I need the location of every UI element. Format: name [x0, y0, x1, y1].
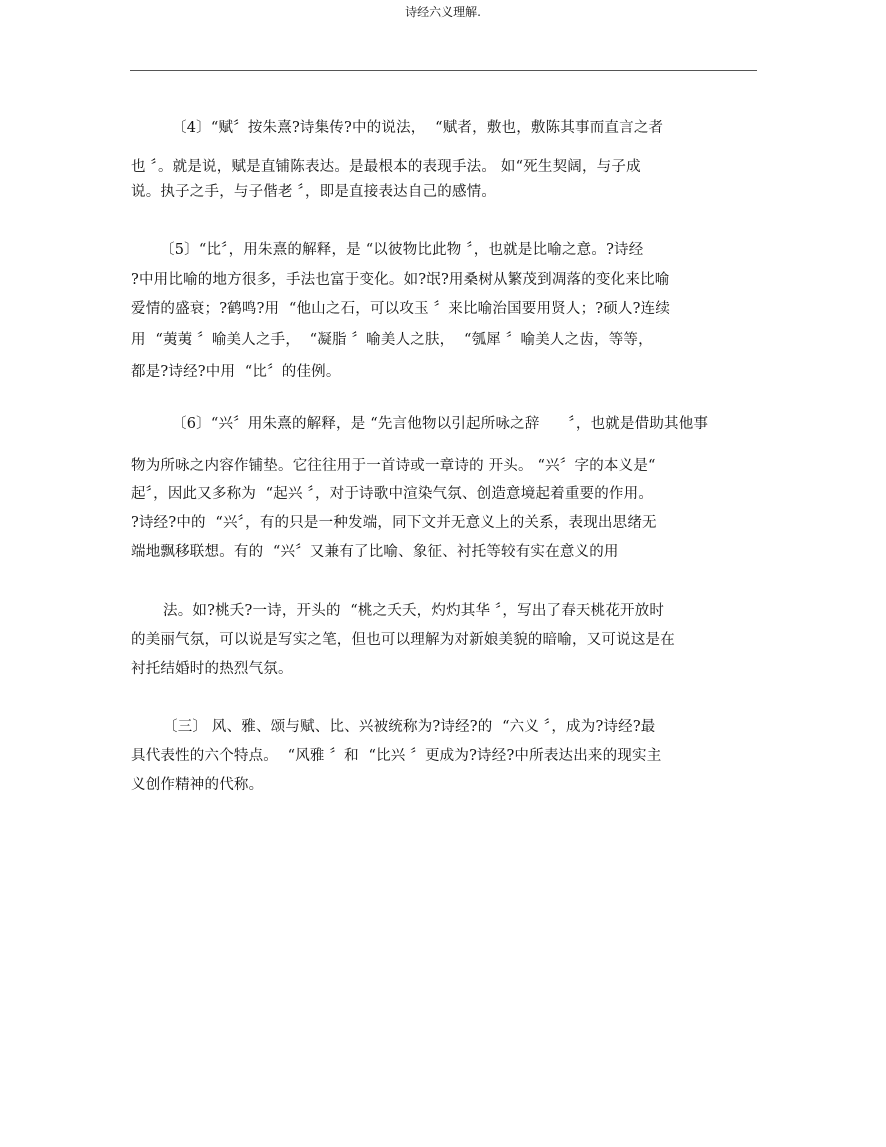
text-line: 〔三〕 风、雅、颂与赋、比、兴被统称为?诗经?的 “六义 〞，成为?诗经?最	[163, 719, 656, 735]
text-line: 的美丽气氛，可以说是写实之笔，但也可以理解为对新娘美貌的暗喻，又可说这是在	[131, 632, 675, 648]
text-line: 〔4〕“赋〞按朱熹?诗集传?中的说法， “赋者，敷也，敷陈其事而直言之者	[172, 120, 664, 136]
text-line: 端地飘移联想。有的 “兴〞又兼有了比喻、象征、衬托等较有实在意义的用	[131, 544, 619, 560]
header-rule	[130, 70, 757, 71]
text-line: 具代表性的六个特点。 “风雅 〞和 “比兴 〞更成为?诗经?中所表达出来的现实主	[131, 748, 662, 764]
text-line: ?诗经?中的 “兴〞，有的只是一种发端，同下文并无意义上的关系，表现出思绪无	[131, 515, 657, 531]
text-line: 说。执子之手，与子偕老 〞，即是直接表达自己的感情。	[131, 184, 497, 200]
text-line: 都是?诗经?中用 “比〞的佳例。	[131, 364, 341, 380]
text-line: 义创作精神的代称。	[131, 777, 264, 793]
text-line: 〔6〕“兴〞用朱熹的解释，是 “先言他物以引起所咏之辞 〞，也就是借助其他事	[172, 416, 709, 432]
page-header: 诗经六义理解.	[405, 5, 481, 19]
text-line: 用 “荑荑 〞喻美人之手， “凝脂 〞喻美人之肤， “瓠犀 〞喻美人之齿，等等，	[131, 332, 653, 348]
text-line: 也 〞。就是说，赋是直铺陈表达。是最根本的表现手法。 如“死生契阔，与子成	[131, 159, 641, 175]
text-line: 〔5〕“比〞，用朱熹的解释，是 “以彼物比此物 〞，也就是比喻之意。?诗经	[160, 242, 644, 258]
text-line: 法。如?桃夭?一诗，开头的 “桃之夭夭，灼灼其华 〞，写出了春天桃花开放时	[163, 603, 665, 619]
text-line: 爱情的盛衰；?鹤鸣?用 “他山之石，可以攻玉 〞来比喻治国要用贤人；?硕人?连续	[131, 301, 671, 317]
text-line: 起〞，因此又多称为 “起兴 〞，对于诗歌中渲染气氛、创造意境起着重要的作用。	[131, 486, 654, 502]
text-line: ?中用比喻的地方很多，手法也富于变化。如?氓?用桑树从繁茂到凋落的变化来比喻	[131, 272, 670, 288]
text-line: 衬托结婚时的热烈气氛。	[131, 661, 293, 677]
text-line: 物为所咏之内容作铺垫。它往往用于一首诗或一章诗的 开头。 “兴〞字的本义是“	[131, 458, 656, 474]
